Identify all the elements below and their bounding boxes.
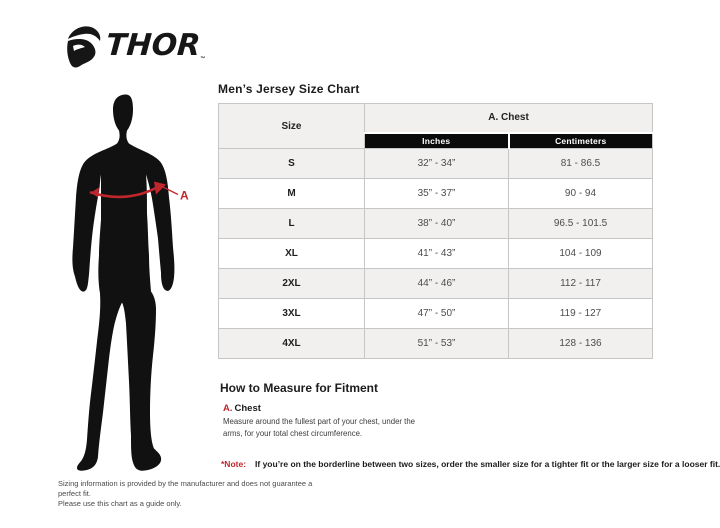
size-cell: L — [219, 209, 365, 239]
centimeters-cell: 128 - 136 — [509, 329, 653, 359]
thor-goat-icon — [62, 24, 104, 68]
note-prefix: *Note: — [221, 459, 247, 469]
table-row — [219, 179, 653, 209]
chest-measure-instruction — [223, 403, 453, 439]
inches-cell: 51” - 53” — [365, 329, 509, 359]
chest-measure-label: A — [180, 188, 189, 203]
measure-section-heading: How to Measure for Fitment — [220, 381, 379, 395]
table-row — [219, 299, 653, 329]
centimeters-cell: 81 - 86.5 — [509, 149, 653, 179]
table-row — [219, 269, 653, 299]
inches-cell: 41” - 43” — [365, 239, 509, 269]
size-chart-table — [218, 103, 653, 359]
size-column-header: Size — [219, 104, 365, 149]
inches-cell: 44” - 46” — [365, 269, 509, 299]
inches-cell: 32” - 34” — [365, 149, 509, 179]
table-row — [219, 329, 653, 359]
trademark-symbol: ™ — [200, 56, 206, 62]
sizing-note — [221, 459, 720, 469]
size-cell: 2XL — [219, 269, 365, 299]
inches-column-header: Inches — [365, 133, 509, 149]
size-cell: 3XL — [219, 299, 365, 329]
table-row — [219, 149, 653, 179]
body-silhouette — [72, 95, 174, 471]
size-cell: XL — [219, 239, 365, 269]
centimeters-column-header: Centimeters — [509, 133, 653, 149]
size-cell: M — [219, 179, 365, 209]
size-cell: 4XL — [219, 329, 365, 359]
brand-name: THOR — [104, 28, 202, 63]
disclaimer-text — [58, 479, 328, 509]
inches-cell: 38” - 40” — [365, 209, 509, 239]
chest-group-header: A. Chest — [365, 104, 653, 133]
chest-item-title — [223, 403, 453, 414]
chest-item-prefix: A. — [223, 403, 233, 414]
table-row — [219, 209, 653, 239]
note-text: If you’re on the borderline between two sizes, order the smaller size for a tighter fit or the larger size for a looser fit. — [255, 459, 720, 469]
brand-logo — [62, 24, 205, 68]
centimeters-cell: 90 - 94 — [509, 179, 653, 209]
centimeters-cell: 119 - 127 — [509, 299, 653, 329]
size-cell: S — [219, 149, 365, 179]
centimeters-cell: 104 - 109 — [509, 239, 653, 269]
centimeters-cell: 96.5 - 101.5 — [509, 209, 653, 239]
disclaimer-line-2: Please use this chart as a guide only. — [58, 499, 182, 509]
table-header-row — [219, 104, 653, 133]
page-title: Men’s Jersey Size Chart — [218, 82, 360, 96]
table-row — [219, 239, 653, 269]
disclaimer-line-1: Sizing information is provided by the manufacturer and does not guarantee a perfect fit. — [58, 479, 313, 499]
male-silhouette-figure — [72, 94, 202, 472]
chest-item-description: Measure around the fullest part of your chest, under the arms, for your total chest circumference. — [223, 417, 416, 438]
centimeters-cell: 112 - 117 — [509, 269, 653, 299]
inches-cell: 47” - 50” — [365, 299, 509, 329]
chest-item-label: Chest — [234, 403, 261, 414]
inches-cell: 35” - 37” — [365, 179, 509, 209]
